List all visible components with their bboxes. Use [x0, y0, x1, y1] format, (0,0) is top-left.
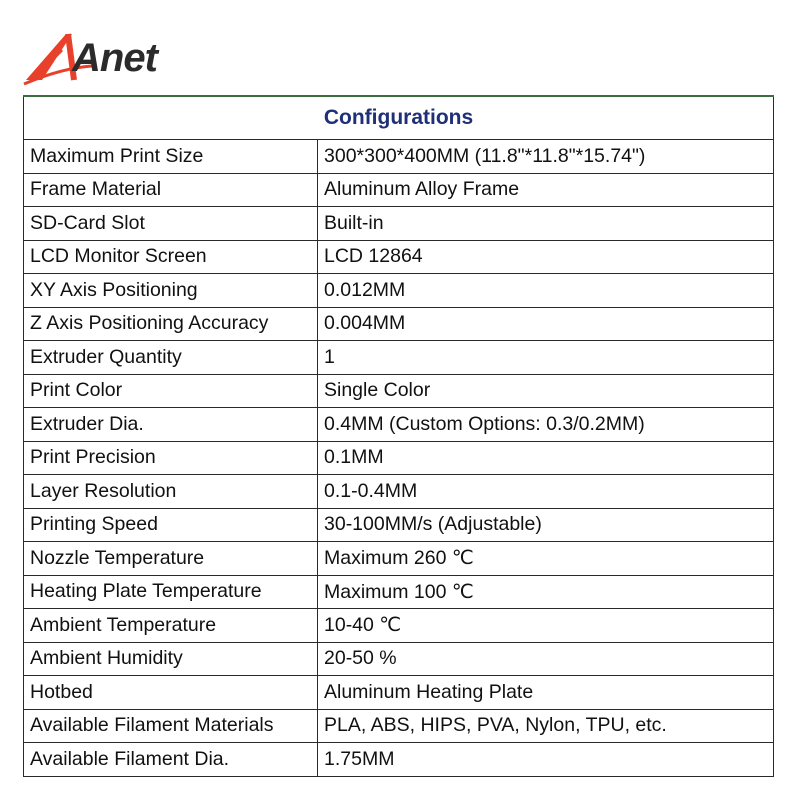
row-label: Available Filament Dia.	[24, 743, 318, 777]
row-label: Layer Resolution	[24, 475, 318, 509]
row-label: Hotbed	[24, 676, 318, 710]
anet-logo	[22, 28, 172, 88]
table-row	[24, 140, 774, 174]
row-value: Built-in	[318, 207, 774, 241]
table-row	[24, 240, 774, 274]
table-row	[24, 508, 774, 542]
table-row	[24, 709, 774, 743]
table-row	[24, 441, 774, 475]
row-value: Aluminum Heating Plate	[318, 676, 774, 710]
row-value: 10-40 ℃	[318, 609, 774, 643]
configurations-table	[23, 95, 774, 777]
row-value: 0.1-0.4MM	[318, 475, 774, 509]
row-label: SD-Card Slot	[24, 207, 318, 241]
table-row	[24, 642, 774, 676]
row-label: Print Color	[24, 374, 318, 408]
row-label: Heating Plate Temperature	[24, 575, 318, 609]
table-row	[24, 274, 774, 308]
row-label: Frame Material	[24, 173, 318, 207]
table-row	[24, 341, 774, 375]
table-row	[24, 542, 774, 576]
row-label: Ambient Humidity	[24, 642, 318, 676]
row-label: LCD Monitor Screen	[24, 240, 318, 274]
row-value: 1.75MM	[318, 743, 774, 777]
row-label: Print Precision	[24, 441, 318, 475]
row-value: 20-50 %	[318, 642, 774, 676]
table-row	[24, 575, 774, 609]
row-value: 1	[318, 341, 774, 375]
row-label: Maximum Print Size	[24, 140, 318, 174]
table-row	[24, 609, 774, 643]
table-row	[24, 743, 774, 777]
row-value: Single Color	[318, 374, 774, 408]
row-label: Z Axis Positioning Accuracy	[24, 307, 318, 341]
row-label: Extruder Quantity	[24, 341, 318, 375]
row-value: Maximum 260 ℃	[318, 542, 774, 576]
table-row	[24, 374, 774, 408]
table-row	[24, 408, 774, 442]
row-value: 300*300*400MM (11.8"*11.8"*15.74")	[318, 140, 774, 174]
row-value: Aluminum Alloy Frame	[318, 173, 774, 207]
logo-word: Anet	[72, 36, 157, 80]
row-label: Nozzle Temperature	[24, 542, 318, 576]
row-label: Ambient Temperature	[24, 609, 318, 643]
table-row	[24, 475, 774, 509]
table-row	[24, 307, 774, 341]
row-value: 0.1MM	[318, 441, 774, 475]
table-row	[24, 173, 774, 207]
row-label: Available Filament Materials	[24, 709, 318, 743]
row-label: Printing Speed	[24, 508, 318, 542]
row-value: 30-100MM/s (Adjustable)	[318, 508, 774, 542]
row-label: Extruder Dia.	[24, 408, 318, 442]
row-value: 0.4MM (Custom Options: 0.3/0.2MM)	[318, 408, 774, 442]
row-value: PLA, ABS, HIPS, PVA, Nylon, TPU, etc.	[318, 709, 774, 743]
table-row	[24, 676, 774, 710]
table-title: Configurations	[24, 96, 774, 140]
row-value: LCD 12864	[318, 240, 774, 274]
table-row	[24, 207, 774, 241]
row-value: 0.012MM	[318, 274, 774, 308]
row-value: 0.004MM	[318, 307, 774, 341]
row-label: XY Axis Positioning	[24, 274, 318, 308]
row-value: Maximum 100 ℃	[318, 575, 774, 609]
